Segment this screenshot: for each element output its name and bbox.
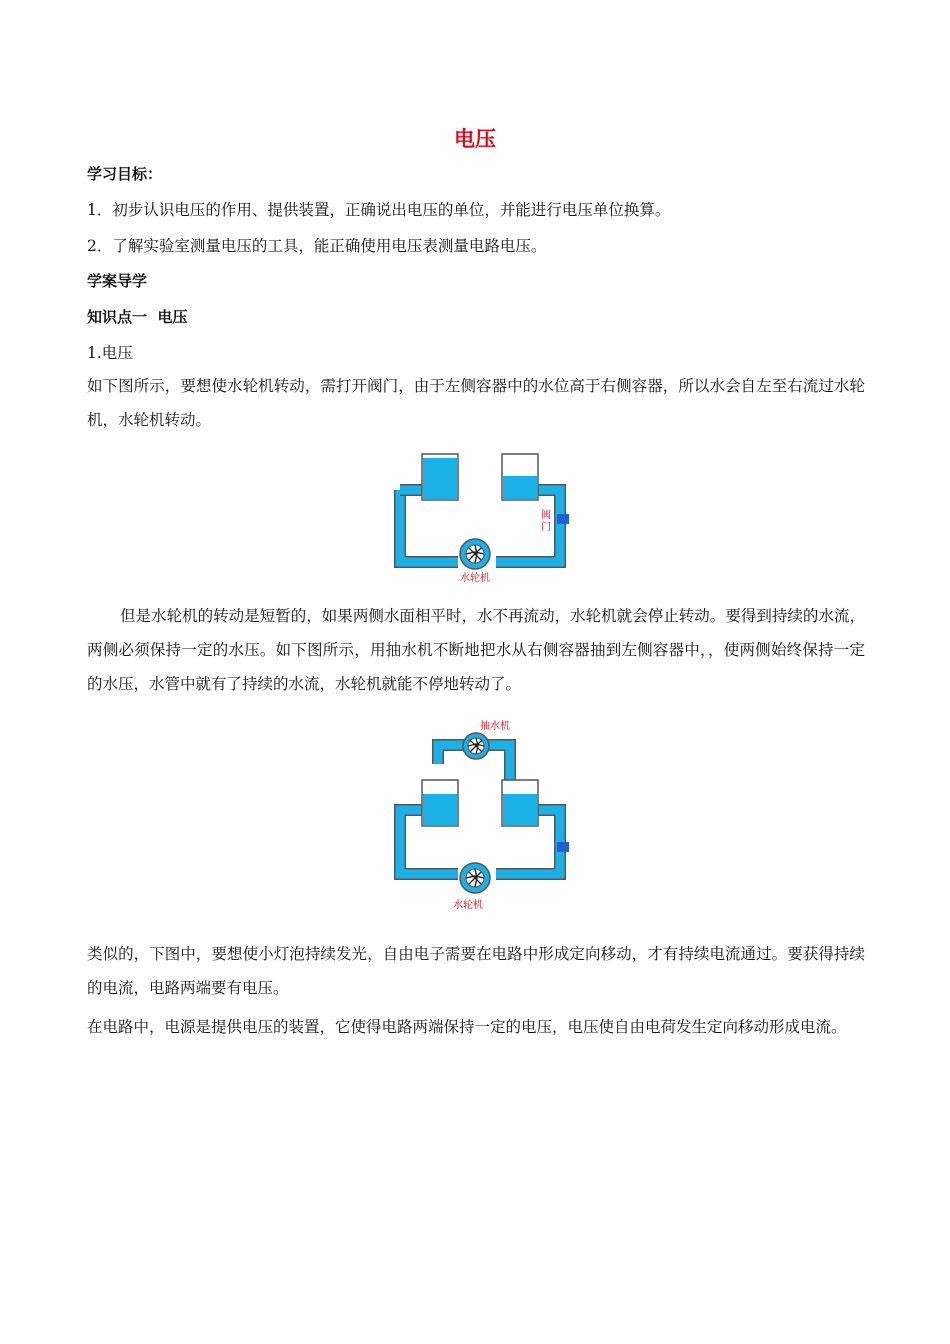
guide-heading: 学案导学 bbox=[87, 272, 148, 290]
turbine-label: 水轮机 bbox=[453, 900, 483, 911]
objective-item-2: 2．了解实验室测量电压的工具，能正确使用电压表测量电路电压。 bbox=[87, 237, 547, 255]
valve-label-1: 阀 bbox=[541, 510, 551, 521]
paragraph-4: 在电路中，电源是提供电压的装置，它使得电路两端保持一定的电压，电压使自由电荷发生定向移动形成电流。 bbox=[87, 1018, 847, 1036]
pump-label: 抽水机 bbox=[480, 721, 510, 732]
paragraph-3: 类似的，下图中，要想使小灯泡持续发光，自由电子需要在电路中形成定向移动，才有持续电流通过。要获得持续的电流，电路两端要有电压。 bbox=[87, 945, 865, 997]
objective-item-1: 1．初步认识电压的作用、提供装置，正确说出电压的单位，并能进行电压单位换算。 bbox=[87, 201, 671, 219]
water-circuit-figure bbox=[380, 450, 590, 586]
objectives-heading: 学习目标： bbox=[87, 165, 163, 183]
valve-icon bbox=[557, 514, 569, 524]
turbine-icon bbox=[460, 863, 490, 893]
knowledge-heading: 知识点一 电压 bbox=[87, 308, 188, 326]
sub-heading: 1.电压 bbox=[87, 344, 133, 362]
page-title: 电压 bbox=[454, 127, 496, 151]
valve-icon bbox=[557, 842, 569, 852]
paragraph-2: 但是水轮机的转动是短暂的，如果两侧水面相平时，水不再流动，水轮机就会停止转动。要得到持续的水流，两侧必须保持一定的水压。如下图所示，用抽水机不断地把水从右侧容器抽到左侧容器中，，使两侧始终保持一定的水压，水管中就有了持续的水流，水轮机就能不停地转动了。 bbox=[87, 607, 865, 693]
paragraph-1: 如下图所示，要想使水轮机转动，需打开阀门，由于左侧容器中的水位高于右侧容器，所以水会自左至右流过水轮机，水轮机转动。 bbox=[87, 377, 865, 429]
turbine-icon bbox=[460, 539, 490, 569]
pump-circuit-figure bbox=[380, 714, 590, 914]
pump-icon bbox=[463, 733, 489, 759]
valve-label-2: 门 bbox=[541, 522, 551, 533]
turbine-label: 水轮机 bbox=[460, 573, 490, 584]
